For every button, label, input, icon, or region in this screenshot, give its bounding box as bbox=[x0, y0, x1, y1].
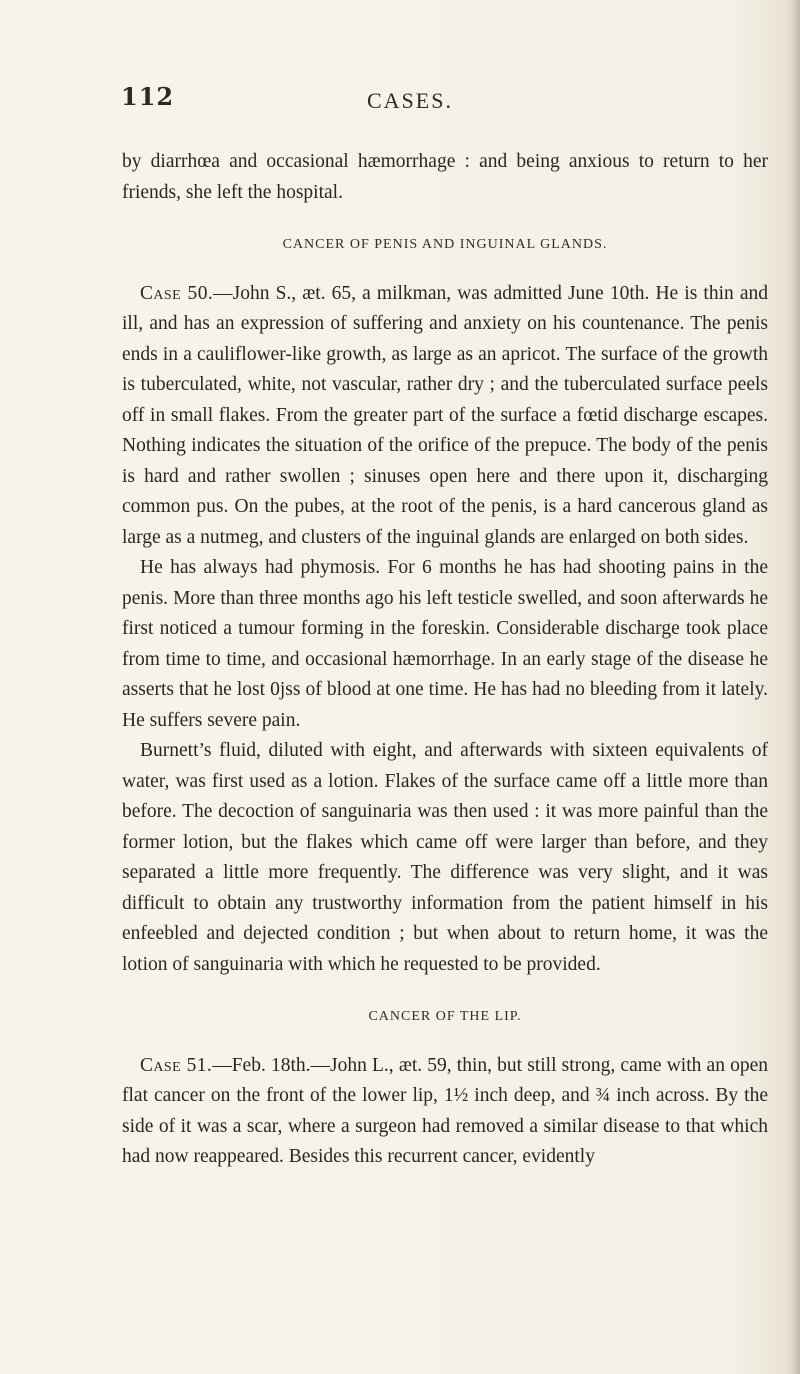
page-edge-shadow bbox=[790, 0, 800, 1374]
case-51-label: Case 51. bbox=[140, 1054, 213, 1076]
case-50-text: —John S., æt. 65, a milkman, was admitted June 10th. He is thin and ill, and has an expression of suffering and anxiety on his countenance. The penis ends in a cauliflower-like growth, as large as an apricot. The surface of the growth is tuberculated, white, not vascular, rather dry ; and the tuberculated surface peels off in small flakes. From the greater part of the surface a fœtid discharge escapes. Nothing indicates the situation of the orifice of the prepuce. The body of the penis is hard and rather swollen ; sinuses open here and there upon it, discharging common pus. On the pubes, at the root of the penis, is a hard cancerous gland as large as a nutmeg, and clusters of the inguinal glands are enlarged on both sides. bbox=[122, 282, 769, 548]
case-50-paragraph-1 bbox=[122, 279, 768, 554]
case-50-label: Case 50. bbox=[140, 282, 214, 304]
case-51-text: —Feb. 18th.—John L., æt. 59, thin, but still strong, came with an open flat cancer on the front of the lower lip, 1½ inch deep, and ¾ inch across. By the side of it was a scar, where a surgeon had removed a similar disease to that which had now reappeared. Besides this recurrent cancer, evidently bbox=[122, 1054, 768, 1167]
paragraph-continued: by diarrhœa and occasional hæmorrhage : and being anxious to return to her friends, she left the hospital. bbox=[122, 151, 768, 203]
running-head: CASES. bbox=[367, 88, 453, 113]
page-number: 112 bbox=[121, 82, 175, 111]
case-51-paragraph bbox=[122, 1051, 768, 1173]
case-50-paragraph-3: Burnett’s fluid, diluted with eight, and afterwards with sixteen equivalents of water, was first used as a lotion. Flakes of the surface came off a little more than before. The decoction of sanguinaria was then used : it was more painful than the former lotion, but the flakes which came off were larger than before, and they separated a little more frequently. The difference was very slight, and it was difficult to obtain any trustworthy information from the patient himself in his enfeebled and dejected condition ; but when about to return home, it was the lotion of sanguinaria with which he requested to be provided. bbox=[122, 740, 768, 975]
section-title-penis: CANCER OF PENIS AND INGUINAL GLANDS. bbox=[282, 237, 608, 252]
section-title-lip: CANCER OF THE LIP. bbox=[368, 1009, 522, 1024]
page-body bbox=[122, 147, 768, 1173]
case-50-paragraph-2: He has always had phymosis. For 6 months he has had shooting pains in the penis. More than three months ago his left testicle swelled, and soon afterwards he first noticed a tumour forming in the foreskin. Considerable discharge took place from time to time, and occasional hæmorrhage. In an early stage of the disease he asserts that he lost 0jss of blood at one time. He has had no bleeding from it lately. He suffers severe pain. bbox=[122, 557, 768, 731]
page-header bbox=[0, 82, 800, 122]
